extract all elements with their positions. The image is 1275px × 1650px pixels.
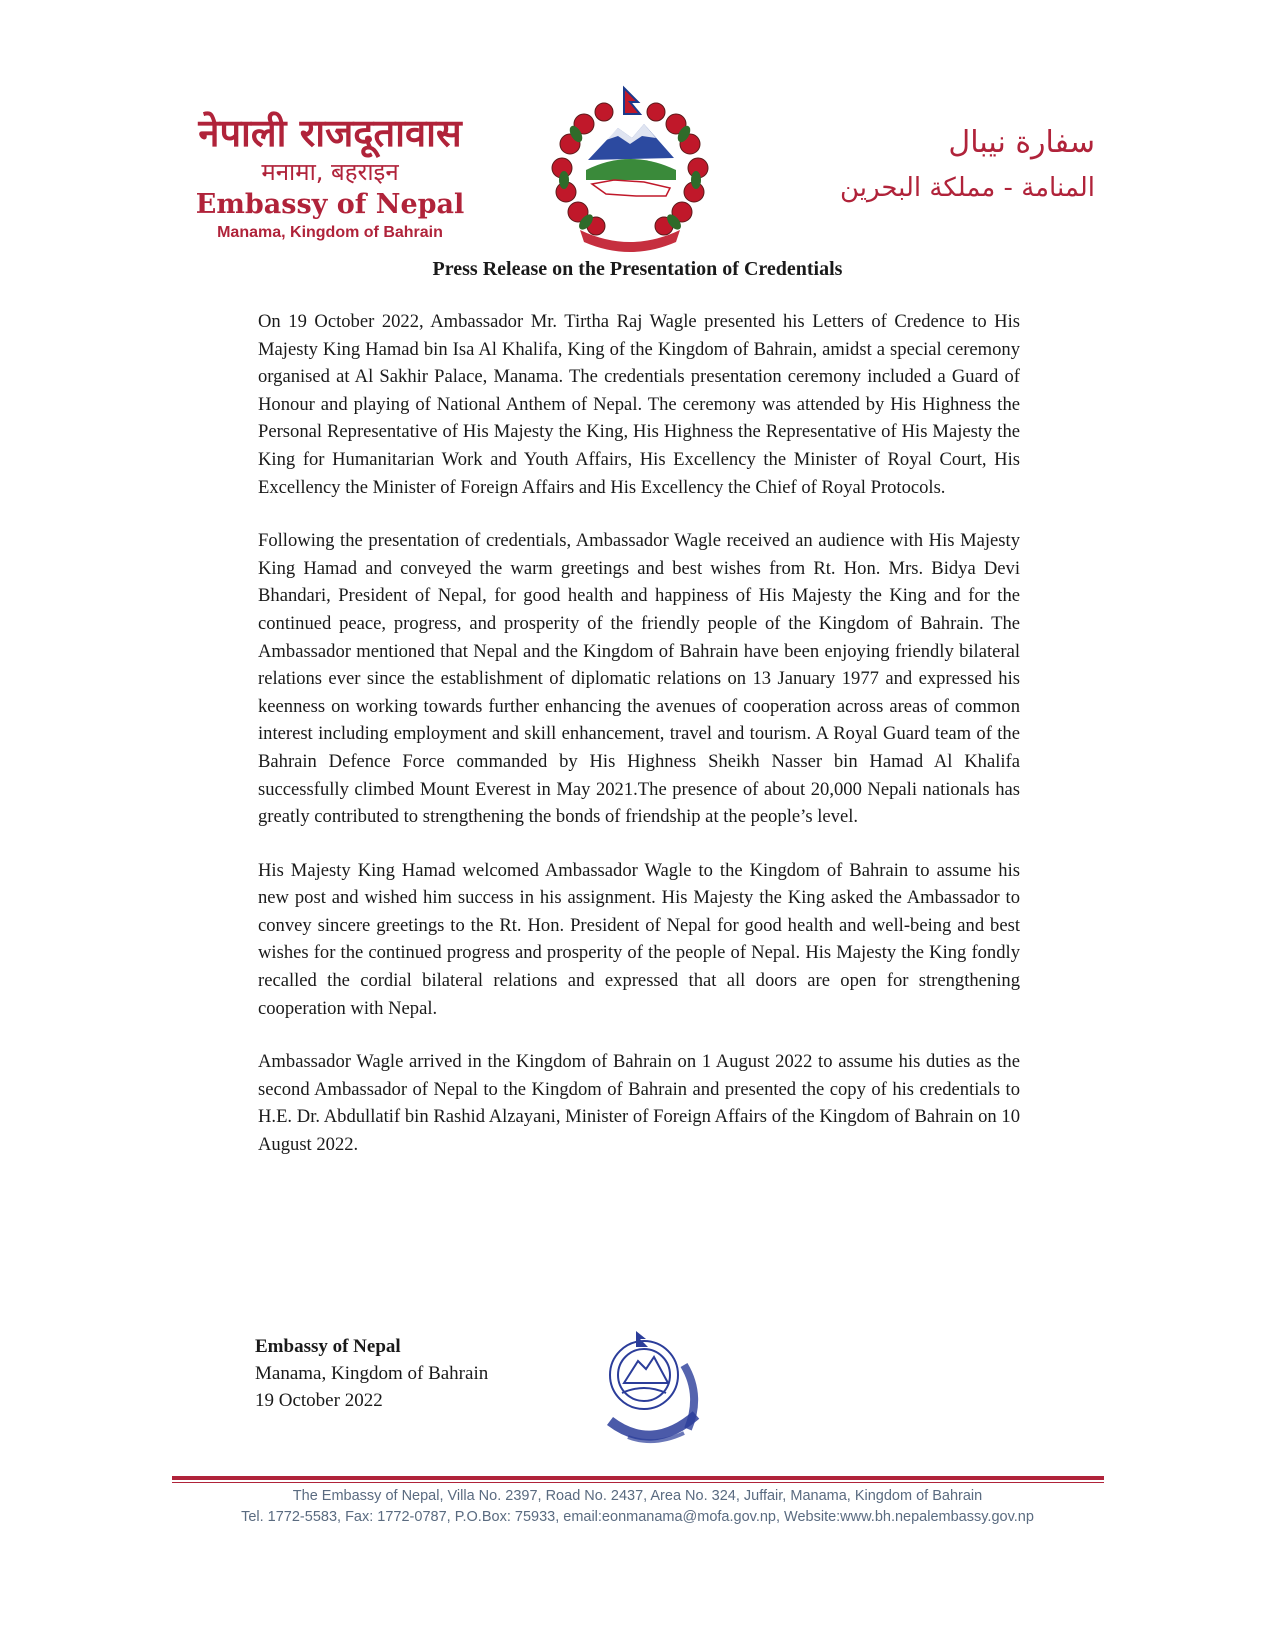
paragraph: His Majesty King Hamad welcomed Ambassador Wagle to the Kingdom of Bahrain to assume his new post and wished him success in his assignment. His Majesty the King asked the Ambassador to convey sincere greetings to the Rt. Hon. President of Nepal for good health and well-being and best wishes for the continued progress and prosperity of the people of Nepal. His Majesty the King fondly recalled the cordial bilateral relations and expressed that all doors are open for strengthening cooperation with Nepal.	[258, 859, 1020, 1019]
embassy-name: Embassy of Nepal	[195, 189, 465, 220]
signature-location: Manama, Kingdom of Bahrain	[255, 1363, 489, 1384]
letterhead-right	[775, 118, 1095, 208]
footer-address: The Embassy of Nepal, Villa No. 2397, Road No. 2437, Area No. 324, Juffair, Manama, Kingdom of Bahrain	[292, 1488, 983, 1504]
nepal-coat-of-arms-icon	[540, 84, 720, 256]
nepali-embassy-name: नेपाली राजदूतावास	[198, 111, 462, 155]
letterhead-left	[190, 110, 470, 244]
footer	[150, 1486, 1125, 1528]
press-release-body	[258, 308, 1020, 1185]
paragraph: Following the presentation of credentials, Ambassador Wagle received an audience with His Majesty King Hamad and conveyed the warm greetings and best wishes from Rt. Hon. Mrs. Bidya Devi Bhandari, President of Nepal, for good health and happiness of His Majesty the King and for the continued peace, progress, and prosperity of the friendly people of the Kingdom of Bahrain. The Ambassador mentioned that Nepal and the Kingdom of Bahrain have been enjoying friendly bilateral relations ever since the establishment of diplomatic relations on 13 January 1977 and expressed his keenness on working towards further enhancing the avenues of cooperation across areas of common interest including employment and skill enhancement, travel and tourism. A Royal Guard team of the Bahrain Defence Force commanded by His Highness Sheikh Nasser bin Hamad Al Khalifa successfully climbed Mount Everest in May 2021.The presence of about 20,000 Nepali nationals has greatly contributed to strengthening the bonds of friendship at the people’s level.	[258, 530, 1020, 828]
footer-contact: Tel. 1772-5583, Fax: 1772-0787, P.O.Box: 75933, email:eonmanama@mofa.gov.np, Website:www.bh.nepalembassy.gov.np	[241, 1509, 1034, 1525]
footer-divider	[172, 1476, 1104, 1480]
signature-date: 19 October 2022	[255, 1390, 383, 1411]
signature-name: Embassy of Nepal	[255, 1336, 401, 1357]
nepali-location: मनामा, बहराइन	[261, 158, 399, 186]
paragraph: On 19 October 2022, Ambassador Mr. Tirtha Raj Wagle presented his Letters of Credence to His Majesty King Hamad bin Isa Al Khalifa, King of the Kingdom of Bahrain, amidst a special ceremony organised at Al Sakhir Palace, Manama. The credentials presentation ceremony included a Guard of Honour and playing of National Anthem of Nepal. The ceremony was attended by His Highness the Personal Representative of His Majesty the King, His Highness the Representative of His Majesty the King for Humanitarian Work and Youth Affairs, His Excellency the Minister of Royal Court, His Excellency the Minister of Foreign Affairs and His Excellency the Chief of Royal Protocols.	[258, 311, 1020, 498]
embassy-stamp-icon	[592, 1325, 722, 1455]
arabic-embassy-name: سفارة نيبال	[948, 125, 1095, 160]
footer-divider-thin	[172, 1482, 1104, 1483]
page-title: Press Release on the Presentation of Credentials	[432, 258, 843, 280]
signature-block	[255, 1333, 488, 1414]
embassy-location: Manama, Kingdom of Bahrain	[217, 224, 443, 241]
arabic-location: المنامة - مملكة البحرين	[840, 173, 1095, 203]
paragraph: Ambassador Wagle arrived in the Kingdom of Bahrain on 1 August 2022 to assume his duties as the second Ambassador of Nepal to the Kingdom of Bahrain and presented the copy of his credentials to H.E. Dr. Abdullatif bin Rashid Alzayani, Minister of Foreign Affairs of the Kingdom of Bahrain on 10 August 2022.	[258, 1051, 1020, 1156]
